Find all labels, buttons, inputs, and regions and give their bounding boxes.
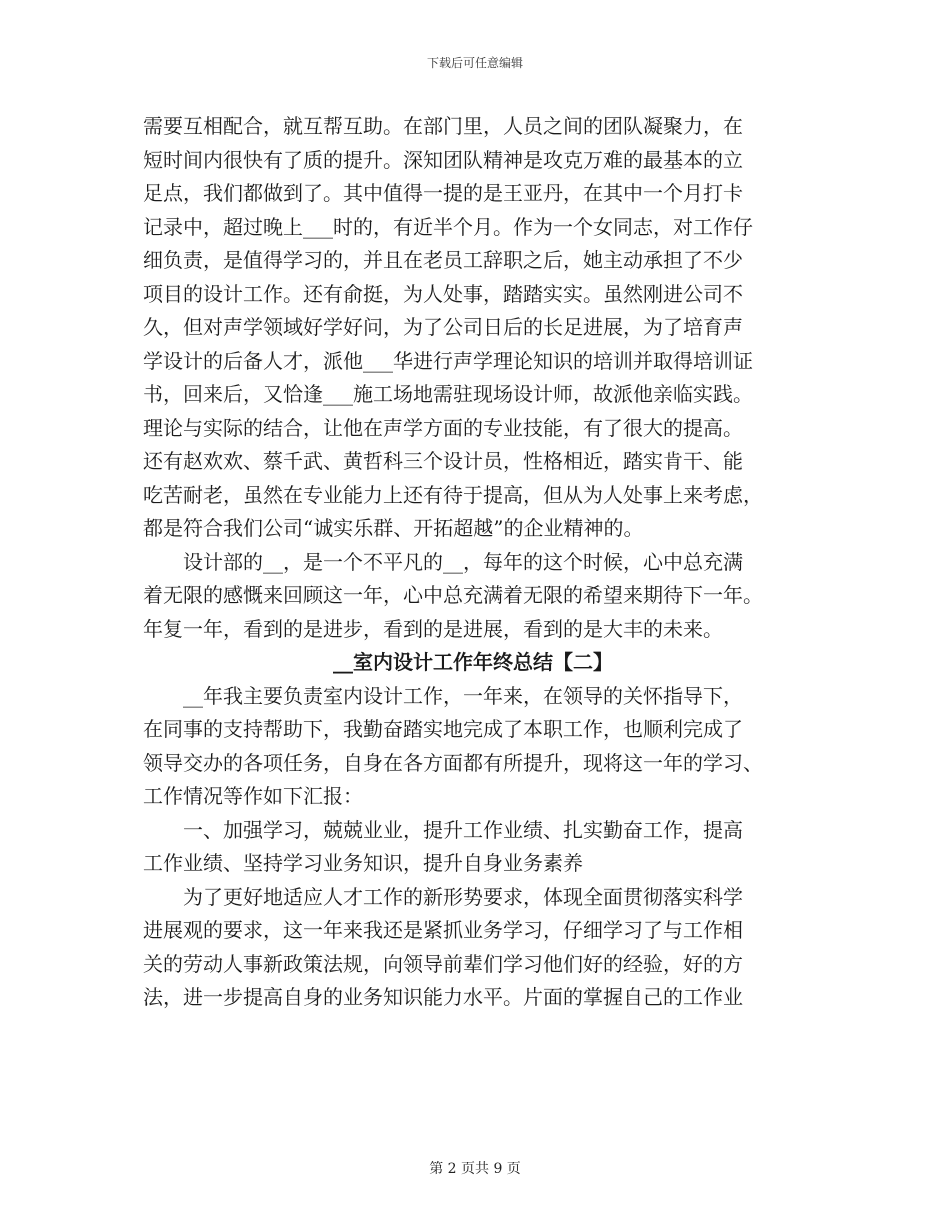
paragraph-first-line: 设计部的__，是一个不平凡的__，每年的这个时候，心中总充满 bbox=[183, 549, 743, 574]
paragraph-first-line: 为了更好地适应人才工作的新形势要求，体现全面贯彻落实科学 bbox=[183, 884, 743, 909]
body-line: 年复一年，看到的是进步，看到的是进展，看到的是大丰的未来。 bbox=[143, 616, 723, 641]
body-line: 关的劳动人事新政策法规，向领导前辈们学习他们好的经验，好的方 bbox=[143, 951, 743, 976]
body-line: 在同事的支持帮助下，我勤奋踏实地完成了本职工作，也顺利完成了 bbox=[143, 717, 743, 741]
body-line: 工作业绩、坚持学习业务知识，提升自身业务素养 bbox=[143, 851, 583, 875]
body-line: 需要互相配合，就互帮互助。在部门里，人员之间的团队凝聚力，在 bbox=[143, 114, 743, 138]
body-line: 学设计的后备人才，派他___华进行声学理论知识的培训并取得培训证 bbox=[143, 348, 753, 373]
body-line: 记录中，超过晚上___时的，有近半个月。作为一个女同志，对工作仔 bbox=[143, 214, 753, 239]
page-number: 第 2 页共 9 页 bbox=[429, 1161, 521, 1177]
section-heading: __室内设计工作年终总结【二】 bbox=[333, 650, 613, 674]
body-line: 进展观的要求，这一年来我还是紧抓业务学习，仔细学习了与工作相 bbox=[143, 918, 743, 942]
body-line: 领导交办的各项任务，自身在各方面都有所提升，现将这一年的学习、 bbox=[143, 750, 763, 775]
body-line: 书，回来后，又恰逢___施工场地需驻现场设计师，故派他亲临实践。 bbox=[143, 382, 753, 406]
paragraph-first-line: __年我主要负责室内设计工作，一年来，在领导的关怀指导下， bbox=[183, 683, 743, 708]
body-line: 细负责，是值得学习的，并且在老员工辞职之后，她主动承担了不少 bbox=[143, 248, 743, 272]
body-line: 短时间内很快有了质的提升。深知团队精神是攻克万难的最基本的立 bbox=[143, 147, 743, 172]
body-line: 工作情况等作如下汇报： bbox=[143, 784, 363, 808]
body-line: 吃苦耐老，虽然在专业能力上还有待于提高，但从为人处事上来考虑， bbox=[143, 482, 763, 507]
body-line: 久，但对声学领域好学好问，为了公司日后的长足进展，为了培育声 bbox=[143, 315, 743, 339]
body-line: 法，进一步提高自身的业务知识能力水平。片面的掌握自己的工作业 bbox=[143, 985, 743, 1009]
body-line: 着无限的感慨来回顾这一年，心中总充满着无限的希望来期待下一年。 bbox=[143, 583, 763, 607]
body-line: 理论与实际的结合，让他在声学方面的专业技能，有了很大的提高。 bbox=[143, 415, 743, 440]
body-line: 都是符合我们公司“诚实乐群、开拓超越”的企业精神的。 bbox=[143, 516, 644, 540]
header-note: 下载后可任意编辑 bbox=[426, 56, 523, 70]
body-line: 项目的设计工作。还有俞挺，为人处事，踏踏实实。虽然刚进公司不 bbox=[143, 281, 743, 306]
paragraph-first-line: 一、加强学习，兢兢业业，提升工作业绩、扎实勤奋工作，提高 bbox=[183, 817, 743, 842]
document-body bbox=[143, 110, 803, 1015]
body-line: 足点，我们都做到了。其中值得一提的是王亚丹，在其中一个月打卡 bbox=[143, 181, 743, 205]
body-line: 还有赵欢欢、蔡千武、黄哲科三个设计员，性格相近，踏实肯干、能 bbox=[143, 449, 743, 473]
